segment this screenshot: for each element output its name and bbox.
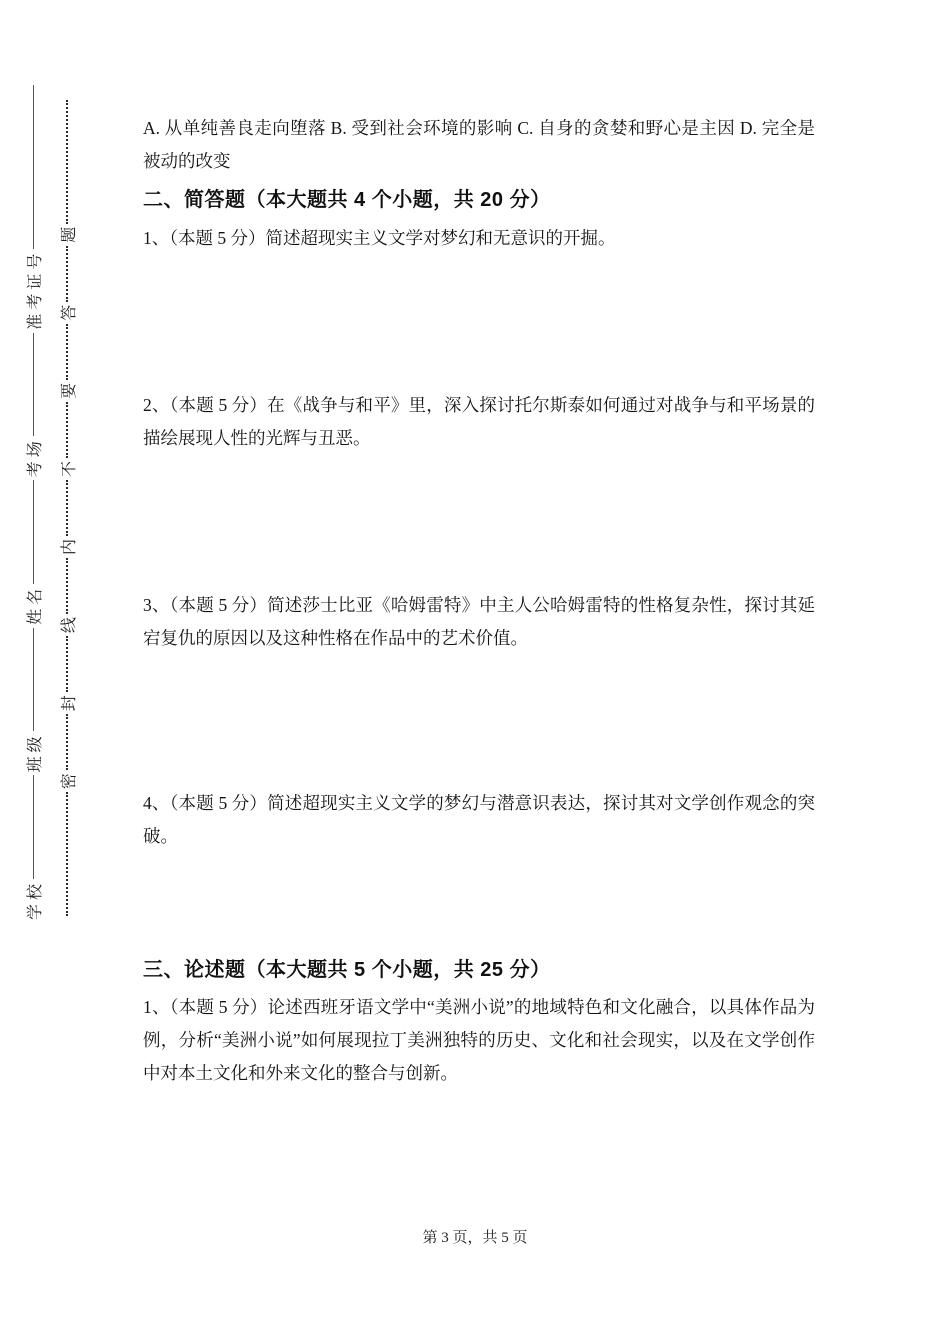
blank-line-school: [33, 775, 34, 879]
seal-char-nei: 内: [60, 539, 78, 556]
seal-char-da: 答: [60, 304, 78, 321]
seal-dots: [66, 480, 68, 536]
seal-char-yao: 要: [60, 382, 78, 399]
section2-question-1: 1、（本题 5 分）简述超现实主义文学对梦幻和无意识的开掘。: [143, 228, 616, 248]
seal-dots: [66, 324, 68, 380]
field-label-admission-number: 准考证号: [26, 249, 44, 330]
blank-line-class: [33, 628, 34, 732]
field-label-class: 班级: [26, 732, 44, 773]
student-info-fields: [20, 82, 46, 920]
seal-dots: [66, 636, 68, 692]
section2-question-4: 4、（本题 5 分）简述超现实主义文学的梦幻与潜意识表达，探讨其对文学创作观念的突破。: [143, 793, 815, 846]
seal-char-bu: 不: [60, 460, 78, 477]
section2-question-2: 2、（本题 5 分）在《战争与和平》里，深入探讨托尔斯泰如何通过对战争与和平场景的描绘展现人性的光辉与丑恶。: [143, 395, 815, 448]
section2-title: 二、简答题（本大题共 4 个小题，共 20 分）: [143, 189, 551, 211]
section3-question-1: 1、（本题 5 分）论述西班牙语文学中“美洲小说”的地域特色和文化融合，以具体作品为例，分析“美洲小说”如何展现拉丁美洲独特的历史、文化和社会现实，以及在文学创作中对本土文化和外来文化的整合与创新。: [143, 997, 815, 1083]
seal-dots: [66, 246, 68, 302]
seal-dots: [66, 402, 68, 458]
blank-line-admission-number: [33, 85, 34, 249]
field-label-name: 姓名: [26, 584, 44, 625]
section3-title: 三、论述题（本大题共 5 个小题，共 25 分）: [143, 959, 551, 981]
seal-dots: [66, 714, 68, 770]
blank-line-name: [33, 480, 34, 584]
seal-dots: [66, 100, 68, 224]
page-footer: 第 3 页，共 5 页: [422, 1230, 528, 1246]
seal-dots: [66, 558, 68, 614]
seal-char-mi: 密: [60, 773, 78, 790]
seal-char-feng: 封: [60, 695, 78, 712]
field-label-school: 学校: [26, 879, 44, 920]
seal-dots: [66, 792, 68, 916]
choice-options-line: A. 从单纯善良走向堕落 B. 受到社会环境的影响 C. 自身的贪婪和野心是主因 D. 完全是被动的改变: [143, 118, 815, 171]
section2-question-3: 3、（本题 5 分）简述莎士比亚《哈姆雷特》中主人公哈姆雷特的性格复杂性，探讨其延宕复仇的原因以及这种性格在作品中的艺术价值。: [143, 595, 815, 648]
seal-line: [54, 100, 80, 916]
field-label-exam-room: 考场: [26, 437, 44, 478]
seal-char-ti: 题: [60, 226, 78, 243]
seal-char-xian: 线: [60, 617, 78, 634]
blank-line-exam-room: [33, 333, 34, 437]
